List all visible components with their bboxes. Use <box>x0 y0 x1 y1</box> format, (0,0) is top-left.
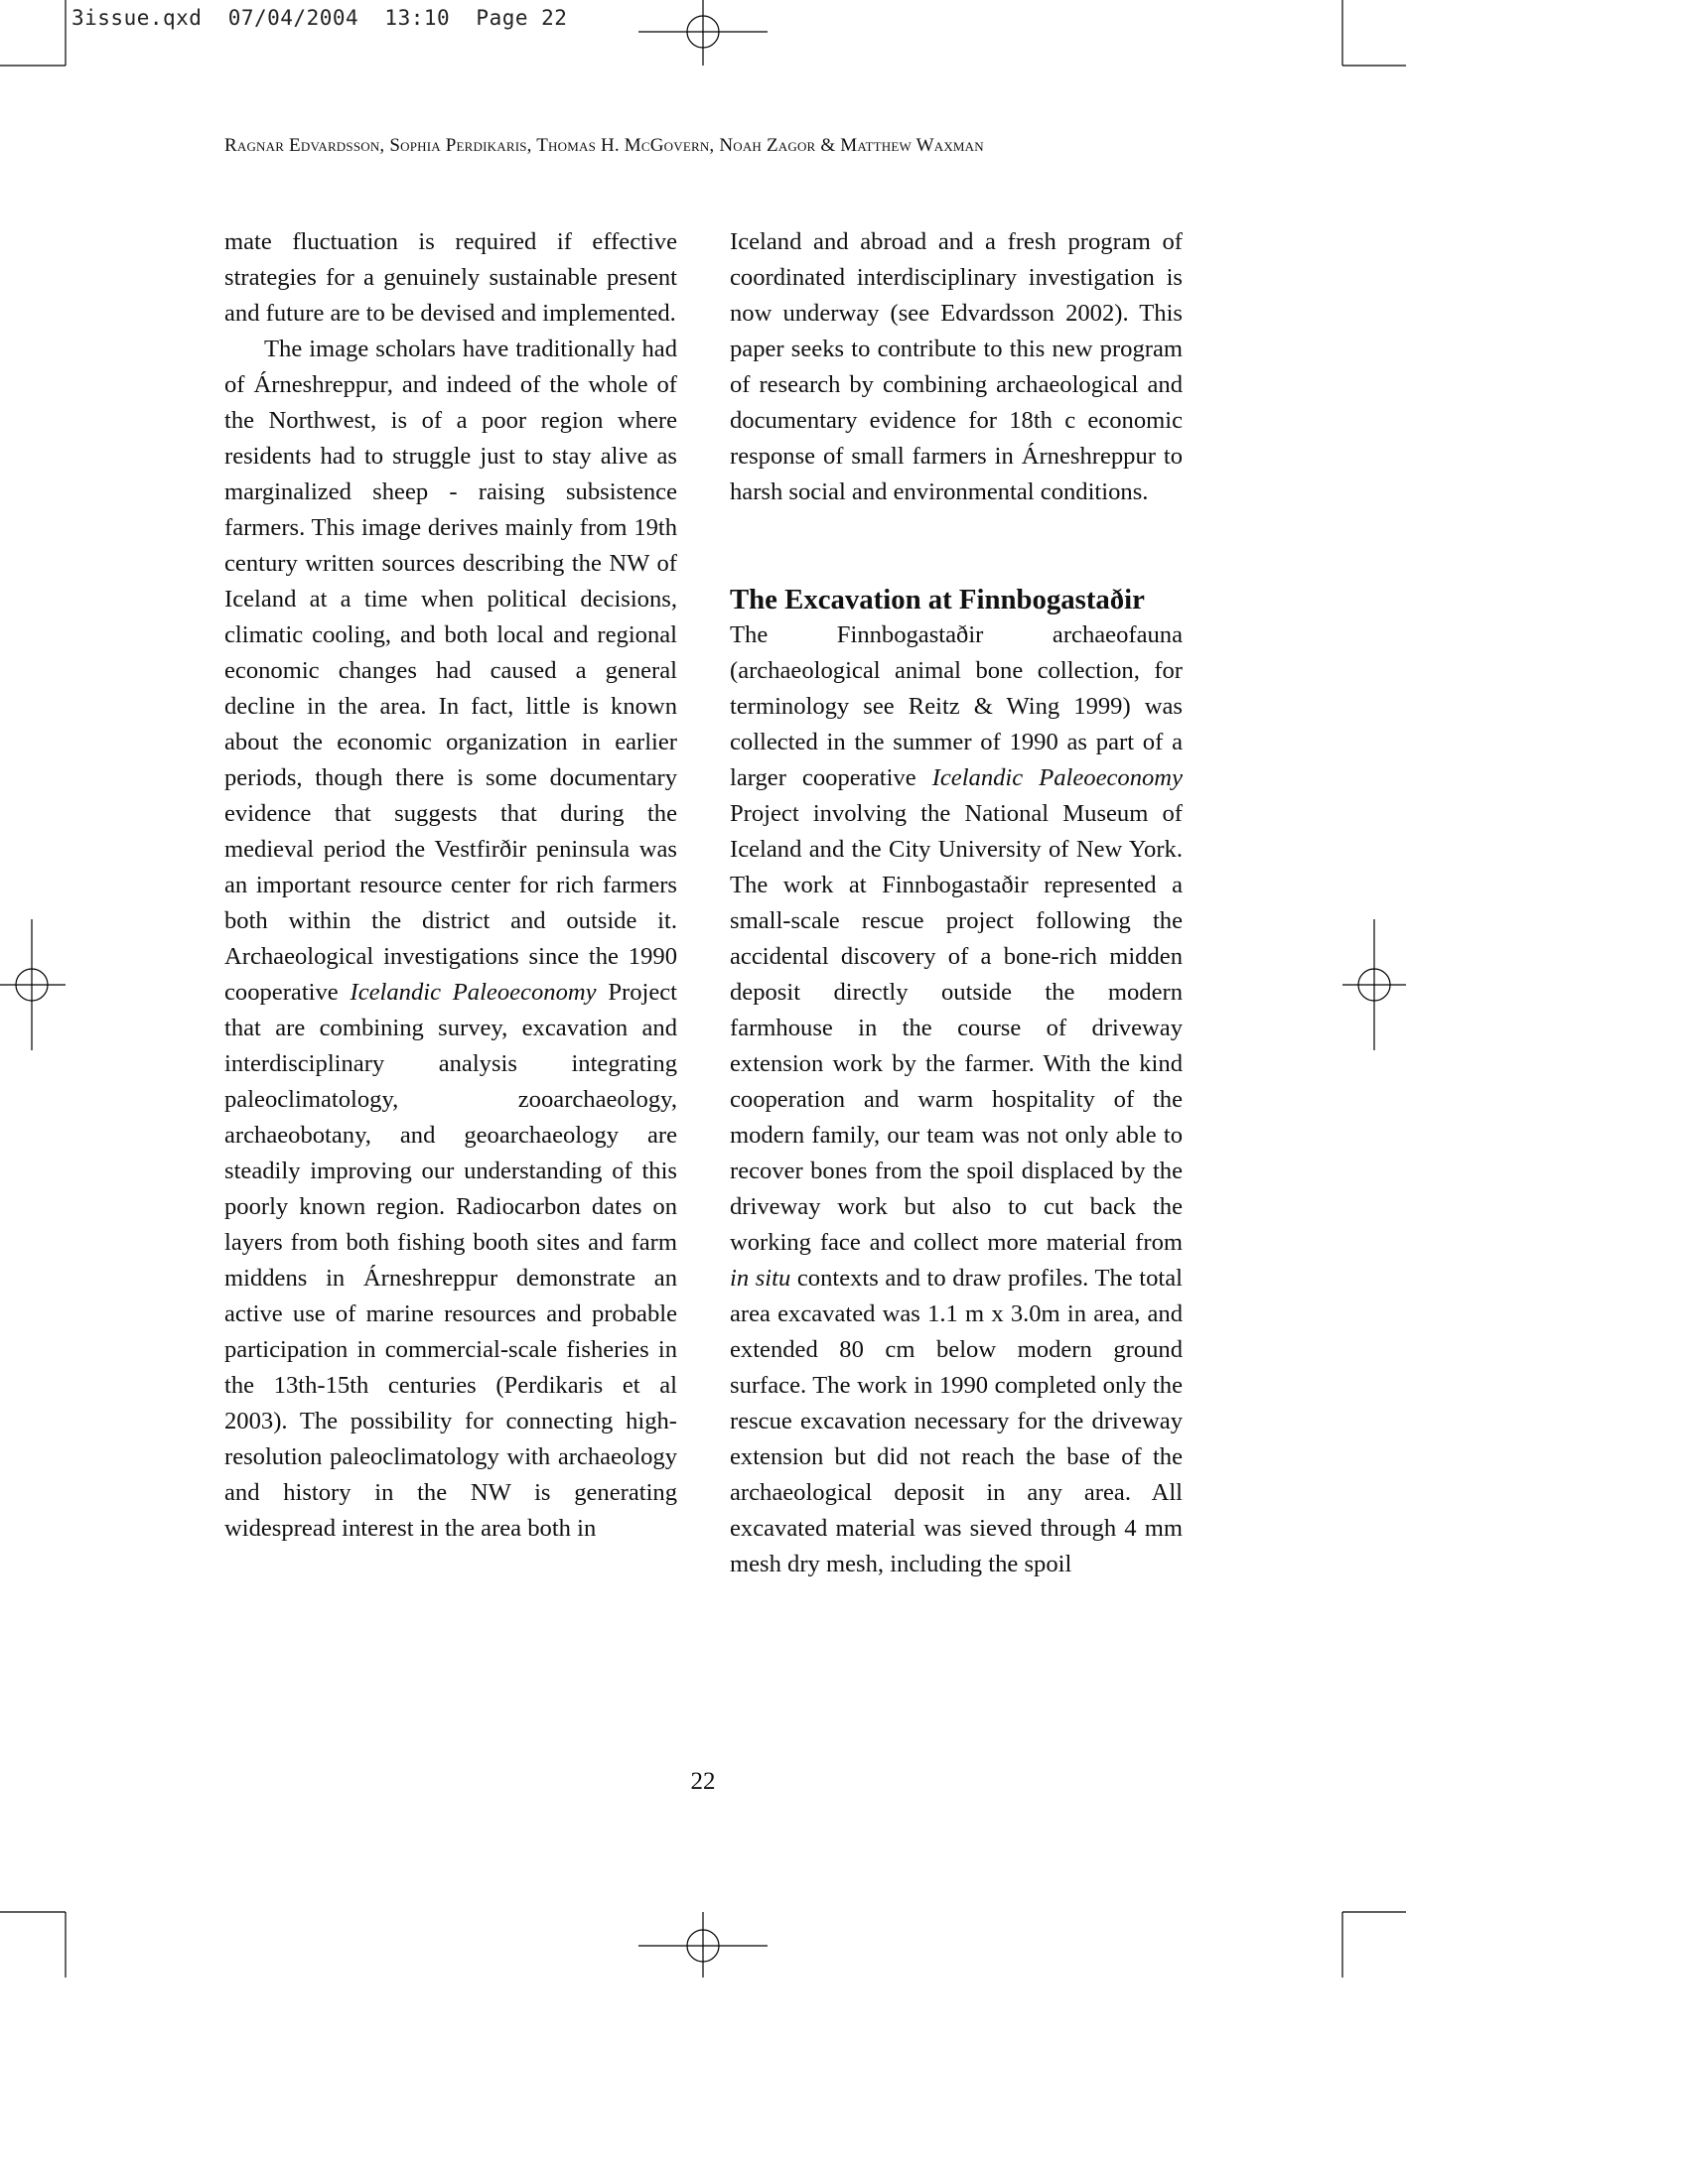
running-head-authors: Ragnar Edvardsson, Sophia Perdikaris, Thomas H. McGovern, Noah Zagor & Matthew Waxman <box>224 135 984 156</box>
left-column <box>224 224 677 1547</box>
section-heading: The Excavation at Finnbogastaðir <box>730 584 1145 615</box>
text-run: contexts and to draw profiles. The total area excavated was 1.1 m x 3.0m in area, and extended 80 cm below modern ground surface. The work in 1990 completed only the rescue excavation necessary for the driveway extension but did not reach the base of the archaeological deposit in any area. All excavated material was sieved through 4 mm mesh dry mesh, including the spoil <box>730 1265 1183 1577</box>
page-number: 22 <box>690 1768 716 1795</box>
right-column <box>730 224 1183 1582</box>
paragraph: Iceland and abroad and a fresh program of coordinated interdisciplinary investigation is now underway (see Edvardsson 2002). This paper seeks to contribute to this new program of research by combining archaeological and documentary evidence for 18th c economic response of small farmers in Árneshreppur to harsh social and environmental conditions. <box>730 228 1183 505</box>
text-run: Project that are combining survey, excavation and interdisciplinary analysis integrating paleoclimatology, zooarchaeology, archaeobotany, and geoarchaeology are steadily improving our understanding of this poorly known region. Radiocarbon dates on layers from both fishing booth sites and farm middens in Árneshreppur demonstrate an active use of marine resources and probable participation in commercial-scale fisheries in the 13th-15th centuries (Perdikaris et al 2003). The possibility for connecting high-resolution paleoclimatology with archaeology and history in the NW is generating widespread interest in the area both in <box>224 979 677 1542</box>
paragraph <box>730 617 1183 1582</box>
print-slug: 3issue.qxd 07/04/2004 13:10 Page 22 <box>71 6 568 30</box>
italic-project-name: Icelandic Paleoeconomy <box>931 764 1183 791</box>
italic-project-name: Icelandic Paleoeconomy <box>350 979 597 1006</box>
paragraph: mate fluctuation is required if effective strategies for a genuinely sustainable present and future are to be devised and implemented. <box>224 228 677 327</box>
text-run: The image scholars have traditionally had of Árneshreppur, and indeed of the whole of the Northwest, is of a poor region where residents had to struggle just to stay alive as marginalized sheep - raising subsistence farmers. This image derives mainly from 19th century written sources describing the NW of Iceland at a time when political decisions, climatic cooling, and both local and regional economic changes had caused a general decline in the area. In fact, little is known about the economic organization in earlier periods, though there is some documentary evidence that suggests that during the medieval period the Vestfirðir peninsula was an important resource center for rich farmers both within the district and outside it. Archaeological investigations since the 1990 cooperative <box>224 336 677 1006</box>
section-spacer <box>730 510 1183 582</box>
text-run: Project involving the National Museum of Iceland and the City University of New York. The work at Finnbogastaðir represented a small-scale rescue project following the accidental discovery of a bone-rich midden deposit directly outside the modern farmhouse in the course of driveway extension work by the farmer. With the kind cooperation and warm hospitality of the modern family, our team was not only able to recover bones from the spoil displaced by the driveway work but also to cut back the working face and collect more material from <box>730 800 1183 1256</box>
italic-term: in situ <box>730 1265 791 1292</box>
paragraph <box>224 332 677 1547</box>
text-run: The Finnbogastaðir archaeofauna (archaeological animal bone collection, for terminology see Reitz & Wing 1999) was collected in the summer of 1990 as part of a larger cooperative <box>730 621 1183 791</box>
